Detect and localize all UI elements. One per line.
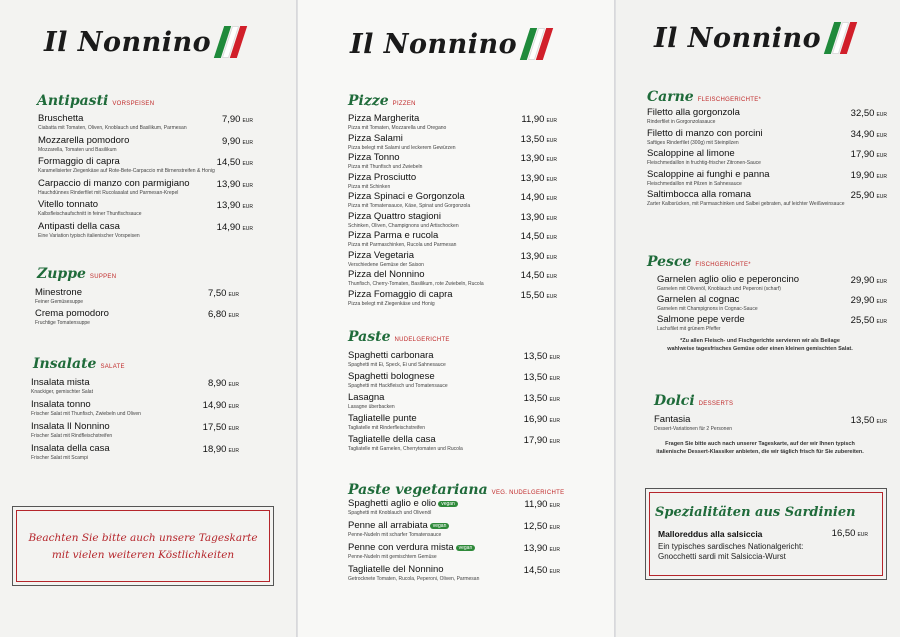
menu-item-name: Penne con verdura mista vegan: [348, 542, 475, 553]
menu-item-description: Fleischmedaillon in fruchtig-frischer Zitronen-Sauce: [647, 160, 761, 166]
menu-item-description: Rinderfilet in Gorgonzolasauce: [647, 119, 716, 125]
menu-item-name: Pizza Prosciutto: [348, 171, 417, 183]
menu-item-description: Hauchdünnes Rinderfilet mit Rucolasalat und Parmesan-Krepel: [38, 189, 179, 196]
menu-item: [31, 399, 141, 417]
menu-item-name: Formaggio di capra: [38, 156, 120, 167]
menu-item-name: Pizza Parma e rucola: [348, 230, 439, 241]
menu-item-price: 25,90 EUR: [850, 190, 887, 201]
italian-flag-icon: [217, 26, 243, 56]
menu-item-name: Pizza Margherita: [348, 113, 420, 124]
menu-item-name: Salmone pepe verde: [657, 314, 745, 325]
vegan-badge: vegan: [438, 501, 458, 507]
menu-item-price: 17,90 EUR: [850, 149, 887, 160]
section-antipasti: Antipasti VORSPEISEN: [37, 93, 155, 109]
menu-item-description: Mozzarella, Tomaten und Basilikum: [38, 146, 117, 153]
menu-item-name: Spaghetti bolognese: [348, 371, 435, 382]
menu-item-description: Fruchtige Tomatensuppe: [35, 320, 90, 326]
menu-item: [647, 169, 770, 187]
sardinia-desc-1: Ein typisches sardisches Nationalgericht:: [658, 542, 804, 551]
menu-item-description: Fleischmedaillon mit Pilzen in Sahnesauce: [647, 180, 742, 187]
menu-item: [348, 564, 479, 582]
menu-item-description: Spaghetti mit Knoblauch und Olivenöl: [348, 510, 432, 516]
menu-item-name: Tagliatelle del Nonnino: [348, 564, 444, 575]
menu-item-name: Insalata della casa: [31, 443, 110, 454]
menu-item-price: 11,90 EUR: [521, 114, 557, 125]
menu-item: [348, 350, 446, 368]
menu-item-name: Minestrone: [35, 287, 82, 298]
brand-title: Il Nonnino: [350, 28, 549, 60]
menu-item-description: Kalbsfleischaufschnitt in feiner Thunfischsauce: [38, 211, 142, 217]
sardinia-title: Spezialitäten aus Sardinien: [655, 505, 856, 520]
menu-item-description: Garnelen mit Olivenöl, Knoblauch und Peperoni (scharf): [657, 286, 781, 292]
menu-item-description: Pizza belegt mit Salami und leckerem Gewürzen: [348, 144, 456, 151]
menu-item: [348, 392, 395, 410]
menu-item: [348, 172, 416, 190]
menu-item-description: Spaghetti mit Hackfleisch und Tomatensauce: [348, 383, 448, 389]
section-zuppe: Zuppe SUPPEN: [37, 266, 117, 282]
menu-item-price: 13,50 EUR: [520, 133, 557, 145]
menu-item-price: 19,90 EUR: [850, 169, 887, 181]
menu-item: [647, 189, 845, 207]
vegan-badge: vegan: [456, 545, 476, 551]
menu-item: [38, 113, 187, 131]
menu-item-description: Frischer Salat mit Thunfisch, Zwiebeln und Oliven: [31, 411, 141, 417]
menu-item-description: Thunfisch, Cherry-Tomaten, Basilikum, rote Zwiebeln, Rucola: [348, 281, 484, 287]
menu-item-description: Saftiges Rinderfilet (300g) mit Steinpilzen: [647, 139, 739, 146]
menu-item-name: Insalata mista: [31, 377, 90, 388]
menu-item-price: 18,90 EUR: [202, 444, 239, 455]
menu-item-name: Fantasia: [654, 414, 691, 425]
section-pizze: Pizze PIZZEN: [348, 93, 416, 109]
menu-item-price: 17,50 EUR: [202, 422, 239, 433]
menu-item: [647, 128, 763, 146]
middle-menu-panel: [298, 0, 614, 637]
menu-item-price: 7,90 EUR: [221, 114, 253, 125]
menu-item-price: 16,90 EUR: [523, 414, 560, 425]
section-insalate: Insalate SALATE: [33, 356, 125, 372]
menu-item: [348, 250, 424, 268]
menu-item-description: Penne-Nudeln mit gemischtem Gemüse: [348, 554, 437, 560]
menu-item-description: Schinken, Oliven, Champignons und Artischocken: [348, 222, 459, 229]
menu-item-price: 6,80 EUR: [207, 309, 239, 320]
menu-item-description: Getrocknete Tomaten, Rucola, Peperoni, Oliven, Parmesan: [348, 576, 480, 582]
menu-item: [657, 294, 758, 312]
menu-item-price: 25,50 EUR: [850, 315, 887, 326]
side-dish-note: *Zu allen Fleisch- und Fischgerichte servieren wir als Beilage wahlweise tagesfrisches Gemüse oder einen kleinen gemischten Salat.: [667, 338, 853, 352]
menu-item: [348, 289, 453, 307]
menu-item-name: Spaghetti carbonara: [348, 350, 434, 361]
brand-title: Il Nonnino: [44, 26, 243, 58]
menu-item-price: 34,90 EUR: [850, 128, 887, 140]
menu-item-name: Pizza Spinaci e Gorgonzola: [348, 191, 465, 202]
menu-item-price: 9,90 EUR: [221, 135, 253, 147]
menu-item-description: Tagliatelle mit Rinderfleischstreifen: [348, 425, 425, 431]
sardinia-desc-2: Gnocchetti sardi mit Salsiccia-Wurst: [658, 552, 786, 561]
menu-item-name: Spaghetti aglio e olio vegan: [348, 498, 458, 509]
menu-item: [348, 152, 422, 170]
menu-item-name: Scaloppine ai funghi e panna: [647, 168, 770, 180]
menu-item: [35, 308, 109, 326]
menu-item-name: Lasagna: [348, 392, 385, 403]
menu-item-name: Scaloppine al limone: [647, 148, 735, 159]
menu-item-name: Pizza Vegetaria: [348, 249, 415, 261]
menu-item-price: 13,90 EUR: [216, 200, 253, 211]
menu-item-name: Insalata tonno: [31, 399, 91, 410]
italian-flag-icon: [827, 22, 853, 52]
menu-item-price: 14,90 EUR: [520, 192, 557, 203]
menu-item-description: Verschiedene Gemüse der Saison: [348, 261, 424, 268]
menu-item-price: 13,90 EUR: [520, 211, 557, 223]
sardinia-item-name: Malloreddus alla salsiccia: [658, 529, 763, 539]
menu-item-price: 13,90 EUR: [216, 178, 253, 190]
menu-item-name: Pizza Salami: [348, 132, 403, 144]
menu-item-name: Antipasti della casa: [38, 220, 120, 232]
menu-item-description: Karamelisierter Ziegenkäse auf Rote-Bete-Carpaccio mit Birnenstreifen & Honig: [38, 168, 215, 174]
menu-item: [647, 148, 761, 166]
menu-item-name: Tagliatelle della casa: [348, 434, 436, 445]
dessert-note: Fragen Sie bitte auch nach unserer Tageskarte, auf der wir Ihnen typisch italienische Dessert-Klassiker anbieten, die wir täglich frisch für Sie zubereiten.: [656, 441, 864, 455]
menu-item: [657, 314, 745, 332]
menu-item: [38, 199, 142, 217]
menu-item-price: 17,90 EUR: [523, 435, 560, 446]
menu-item: [38, 156, 215, 174]
menu-item-description: Pizza mit Schinken: [348, 183, 391, 190]
menu-item-price: 13,50 EUR: [523, 351, 560, 362]
section-paste-vegetariana: Paste vegetariana VEG. NUDELGERICHTE: [348, 482, 565, 498]
menu-item-price: 7,50 EUR: [207, 288, 239, 299]
menu-item: [348, 520, 449, 538]
right-menu-panel: [616, 0, 900, 637]
menu-item: [348, 113, 446, 131]
menu-item: [348, 498, 458, 516]
menu-item-price: 13,50 EUR: [523, 393, 560, 404]
section-dolci: Dolci DESSERTS: [654, 393, 734, 409]
menu-item-price: 14,50 EUR: [520, 270, 557, 281]
sardinia-item-price: 16,50 EUR: [831, 528, 868, 539]
menu-item-description: Spaghetti mit Ei, Speck, Ei und Sahnesauce: [348, 362, 446, 368]
menu-item: [35, 287, 83, 305]
menu-item-price: 32,50 EUR: [850, 108, 887, 119]
menu-item-price: 8,90 EUR: [207, 378, 239, 389]
menu-item: [31, 421, 112, 439]
left-menu-panel: [0, 0, 296, 637]
menu-item-description: Garnelen mit Champignons in Cognac-Sauce: [657, 306, 758, 312]
menu-item-price: 14,50 EUR: [520, 231, 557, 242]
menu-item: [348, 542, 475, 560]
menu-item: [38, 135, 129, 153]
menu-item: [31, 443, 110, 461]
section-carne: Carne FLEISCHGERICHTE*: [647, 89, 762, 105]
menu-item: [657, 274, 799, 292]
menu-item: [647, 107, 740, 125]
menu-item-price: 15,50 EUR: [520, 289, 557, 301]
menu-item-description: Pizza mit Tomatensauce, Käse, Spinat und Gorgonzola: [348, 203, 471, 209]
menu-item-description: Lachsfilet mit grünem Pfeffer: [657, 326, 721, 332]
menu-item: [348, 230, 456, 248]
menu-item-description: Dessert-Variationen für 2 Personen: [654, 426, 733, 432]
notice-line-1: Beachten Sie bitte auch unsere Tageskarte: [28, 532, 258, 544]
vegan-badge: vegan: [430, 523, 450, 529]
menu-item-name: Filetto alla gorgonzola: [647, 107, 740, 118]
menu-item-description: Pizza mit Tomaten, Mozzarella und Oregano: [348, 125, 447, 131]
menu-item-name: Bruschetta: [38, 113, 84, 124]
menu-item-name: Insalata Il Nonnino: [31, 421, 110, 432]
menu-item-name: Vitello tonnato: [38, 199, 99, 210]
menu-item-name: Filetto di manzo con porcini: [647, 127, 763, 139]
sardinia-specials-box: [645, 488, 887, 580]
menu-item-price: 29,90 EUR: [850, 275, 887, 286]
menu-item-description: Knackiger, gemischter Salat: [31, 389, 93, 395]
italian-flag-icon: [523, 28, 549, 58]
menu-item: [38, 221, 140, 239]
menu-item: [348, 371, 448, 389]
menu-item-name: Pizza Fomaggio di capra: [348, 288, 453, 300]
section-paste: Paste NUDELGERICHTE: [348, 329, 450, 345]
menu-item-name: Pizza Tonno: [348, 152, 400, 163]
menu-item-price: 13,50 EUR: [850, 415, 887, 426]
menu-item-description: Ciabatta mit Tomaten, Oliven, Knoblauch und Basilikum, Parmesan: [38, 125, 187, 131]
notice-line-2: mit vielen weiteren Köstlichkeiten: [51, 549, 235, 561]
menu-item-price: 13,90 EUR: [523, 543, 560, 554]
menu-item-price: 11,90 EUR: [524, 499, 560, 510]
menu-item-description: Tagliatelle mit Garnelen, Cherrytomaten und Rucola: [348, 446, 463, 452]
menu-item-description: Frischer Salat mit Rindfleischstreifen: [31, 433, 113, 439]
menu-item-price: 13,90 EUR: [520, 172, 557, 184]
menu-item-price: 12,50 EUR: [523, 521, 560, 532]
menu-item: [348, 269, 484, 287]
menu-item-price: 13,90 EUR: [520, 250, 557, 262]
menu-item-name: Mozzarella pomodoro: [38, 134, 130, 146]
menu-item-name: Pizza Quattro stagioni: [348, 210, 441, 222]
menu-item-price: 13,50 EUR: [523, 372, 560, 383]
menu-item-name: Carpaccio di manzo con parmigiano: [38, 177, 190, 189]
menu-item: [348, 133, 456, 151]
menu-item-price: 14,90 EUR: [202, 400, 239, 411]
menu-item: [348, 434, 463, 452]
menu-item-name: Penne all arrabiata vegan: [348, 520, 449, 531]
section-pesce: Pesce FISCHGERICHTE*: [647, 254, 751, 270]
menu-item-description: Frischer Salat mit Scampi: [31, 455, 88, 461]
menu-item: [348, 191, 470, 209]
menu-item-price: 14,50 EUR: [523, 565, 560, 576]
menu-item-name: Crema pomodoro: [35, 308, 109, 319]
menu-item-description: Eine Variation typisch italienischer Vorspeisen: [38, 232, 140, 239]
menu-item-name: Pizza del Nonnino: [348, 269, 425, 280]
menu-item: [348, 211, 459, 229]
menu-item-name: Garnelen al cognac: [657, 294, 740, 305]
menu-item-price: 29,90 EUR: [850, 295, 887, 306]
menu-item-price: 13,90 EUR: [520, 153, 557, 164]
menu-item: [348, 413, 425, 431]
menu-item-description: Lasagne überbacken: [348, 404, 395, 410]
menu-item-name: Tagliatelle punte: [348, 413, 417, 424]
menu-item-description: Penne-Nudeln mit scharfer Tomatensauce: [348, 532, 442, 538]
menu-item-description: Pizza belegt mit Ziegenkäse und Honig: [348, 300, 435, 307]
menu-item-description: Zarter Kalbsrücken, mit Parmaschinken und Salbei gebraten, auf leichter Weißweinsauce: [647, 201, 845, 207]
menu-item: [38, 178, 190, 196]
menu-item-price: 14,50 EUR: [216, 157, 253, 168]
daily-menu-notice: [12, 506, 274, 586]
menu-item-description: Pizza mit Parmaschinken, Rucola und Parmesan: [348, 242, 457, 248]
menu-item: [654, 414, 732, 432]
brand-title: Il Nonnino: [654, 22, 853, 54]
menu-item-name: Garnelen aglio olio e peperoncino: [657, 274, 800, 285]
menu-item-price: 14,90 EUR: [216, 221, 253, 233]
menu-item: [31, 377, 93, 395]
menu-item-description: Pizza mit Thunfisch und Zwiebeln: [348, 164, 423, 170]
menu-item-description: Feiner Gemüsesuppe: [35, 299, 84, 305]
menu-item-name: Saltimbocca alla romana: [647, 189, 752, 200]
